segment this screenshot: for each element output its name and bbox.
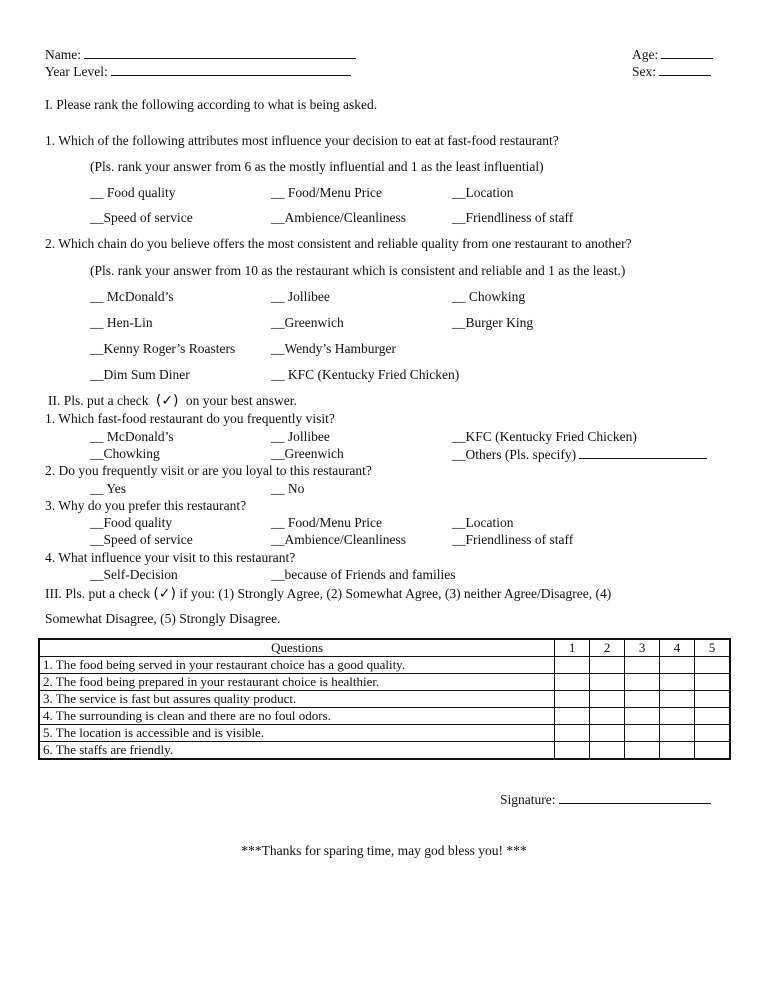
- rating-cell[interactable]: [660, 742, 695, 760]
- option-hen-lin[interactable]: __ Hen-Lin: [90, 315, 153, 330]
- rating-cell[interactable]: [695, 742, 731, 760]
- part1-question-2: 2. Which chain do you believe offers the most consistent and reliable quality from one restaurant to another?: [45, 236, 632, 251]
- rating-cell[interactable]: [590, 742, 625, 760]
- option-chowking[interactable]: __ Chowking: [452, 289, 526, 304]
- check-icon: (✓): [153, 586, 176, 602]
- scale-header-2: 2: [590, 639, 625, 657]
- rating-cell[interactable]: [555, 657, 590, 674]
- rating-cell[interactable]: [590, 674, 625, 691]
- signature-line[interactable]: [559, 791, 711, 804]
- rating-cell[interactable]: [660, 725, 695, 742]
- statement-5: 5. The location is accessible and is visible.: [39, 725, 555, 742]
- sex-label: Sex:: [632, 64, 657, 79]
- visit-option-others[interactable]: [452, 446, 707, 463]
- rating-cell[interactable]: [590, 725, 625, 742]
- scale-header-5: 5: [695, 639, 731, 657]
- option-ambience-cleanliness[interactable]: __Ambience/Cleanliness: [271, 210, 406, 225]
- part2-question-4: 4. What influence your visit to this restaurant?: [45, 550, 296, 565]
- table-row: [39, 674, 730, 691]
- visit-option-kfc[interactable]: __KFC (Kentucky Fried Chicken): [452, 429, 637, 444]
- part2-instruction-end: on your best answer.: [185, 393, 297, 408]
- part2-instruction-start: II. Pls. put a check: [48, 393, 149, 408]
- option-wendys[interactable]: __Wendy’s Hamburger: [271, 341, 397, 356]
- option-burger-king[interactable]: __Burger King: [452, 315, 534, 330]
- rating-cell[interactable]: [590, 708, 625, 725]
- option-food-menu-price[interactable]: __ Food/Menu Price: [271, 185, 382, 200]
- rating-table-header: [39, 639, 730, 657]
- rating-table: [38, 638, 731, 760]
- option-kfc[interactable]: __ KFC (Kentucky Fried Chicken): [271, 367, 460, 382]
- part2-question-3: 3. Why do you prefer this restaurant?: [45, 498, 247, 513]
- thanks-message: ***Thanks for sparing time, may god bless you! ***: [241, 843, 527, 858]
- table-row: [39, 657, 730, 674]
- table-row: [39, 691, 730, 708]
- rating-cell[interactable]: [695, 725, 731, 742]
- part3-instruction: [45, 586, 611, 602]
- questions-header: Questions: [39, 639, 555, 657]
- rating-cell[interactable]: [625, 657, 660, 674]
- rating-cell[interactable]: [625, 674, 660, 691]
- option-dim-sum-diner[interactable]: __Dim Sum Diner: [90, 367, 190, 382]
- prefer-option-speed-of-service[interactable]: __Speed of service: [90, 532, 193, 547]
- rating-cell[interactable]: [625, 742, 660, 760]
- rating-cell[interactable]: [590, 657, 625, 674]
- rating-cell[interactable]: [695, 674, 731, 691]
- option-speed-of-service[interactable]: __Speed of service: [90, 210, 193, 225]
- part2-question-2: 2. Do you frequently visit or are you loyal to this restaurant?: [45, 463, 372, 478]
- visit-option-jollibee[interactable]: __ Jollibee: [271, 429, 330, 444]
- prefer-option-friendliness-of-staff[interactable]: __Friendliness of staff: [452, 532, 574, 547]
- age-label: Age:: [632, 47, 659, 62]
- option-yes[interactable]: __ Yes: [90, 481, 127, 496]
- rating-cell[interactable]: [555, 674, 590, 691]
- rating-cell[interactable]: [555, 691, 590, 708]
- table-row: [39, 742, 730, 760]
- part2-instruction: [48, 393, 297, 409]
- year-level-line[interactable]: [111, 63, 351, 76]
- scale-header-1: 1: [555, 639, 590, 657]
- option-friendliness-of-staff[interactable]: __Friendliness of staff: [452, 210, 574, 225]
- age-line[interactable]: [661, 46, 713, 59]
- rating-cell[interactable]: [625, 708, 660, 725]
- prefer-option-ambience-cleanliness[interactable]: __Ambience/Cleanliness: [271, 532, 406, 547]
- check-icon: (✓): [155, 393, 179, 409]
- part3-instruction-continued: Somewhat Disagree, (5) Strongly Disagree.: [45, 611, 281, 626]
- scale-header-4: 4: [660, 639, 695, 657]
- table-row: [39, 708, 730, 725]
- statement-6: 6. The staffs are friendly.: [39, 742, 555, 760]
- signature-label: Signature:: [500, 792, 556, 807]
- signature-field[interactable]: [500, 791, 711, 808]
- rating-cell[interactable]: [660, 674, 695, 691]
- part3-instruction-start: III. Pls. put a check: [45, 586, 150, 601]
- statement-2: 2. The food being prepared in your restaurant choice is healthier.: [39, 674, 555, 691]
- option-jollibee[interactable]: __ Jollibee: [271, 289, 330, 304]
- option-location[interactable]: __Location: [452, 185, 514, 200]
- name-field[interactable]: [45, 46, 356, 63]
- part1-question-1: 1. Which of the following attributes most influence your decision to eat at fast-food restaurant?: [45, 133, 559, 148]
- rating-cell[interactable]: [660, 691, 695, 708]
- rating-cell[interactable]: [555, 725, 590, 742]
- option-friends-and-families[interactable]: __because of Friends and families: [271, 567, 456, 582]
- option-kenny-rogers[interactable]: __Kenny Roger’s Roasters: [90, 341, 236, 356]
- part1-question-1-note: (Pls. rank your answer from 6 as the mostly influential and 1 as the least influential): [90, 159, 544, 174]
- part1-instruction: I. Please rank the following according to what is being asked.: [45, 97, 378, 112]
- sex-line[interactable]: [659, 63, 711, 76]
- option-food-quality[interactable]: __ Food quality: [90, 185, 176, 200]
- rating-cell[interactable]: [695, 708, 731, 725]
- visit-option-mcdonalds[interactable]: __ McDonald’s: [90, 429, 174, 444]
- rating-cell[interactable]: [625, 691, 660, 708]
- others-specify-line[interactable]: [579, 446, 707, 459]
- statement-1: 1. The food being served in your restaurant choice has a good quality.: [39, 657, 555, 674]
- rating-cell[interactable]: [660, 657, 695, 674]
- name-label: Name:: [45, 47, 81, 62]
- year-level-field[interactable]: [45, 63, 351, 80]
- sex-field[interactable]: [632, 63, 711, 80]
- rating-cell[interactable]: [555, 708, 590, 725]
- visit-option-others-label: __Others (Pls. specify): [452, 447, 577, 462]
- prefer-option-location[interactable]: __Location: [452, 515, 514, 530]
- statement-3: 3. The service is fast but assures quality product.: [39, 691, 555, 708]
- part2-question-1: 1. Which fast-food restaurant do you frequently visit?: [45, 411, 335, 426]
- visit-option-greenwich[interactable]: __Greenwich: [271, 446, 344, 461]
- prefer-option-food-menu-price[interactable]: __ Food/Menu Price: [271, 515, 382, 530]
- year-level-label: Year Level:: [45, 64, 108, 79]
- part3-instruction-end: if you: (1) Strongly Agree, (2) Somewhat Agree, (3) neither Agree/Disagree, (4): [179, 586, 612, 601]
- name-line[interactable]: [84, 46, 356, 59]
- scale-header-3: 3: [625, 639, 660, 657]
- option-no[interactable]: __ No: [271, 481, 305, 496]
- rating-cell[interactable]: [555, 742, 590, 760]
- option-self-decision[interactable]: __Self-Decision: [90, 567, 178, 582]
- option-greenwich[interactable]: __Greenwich: [271, 315, 344, 330]
- statement-4: 4. The surrounding is clean and there are no foul odors.: [39, 708, 555, 725]
- rating-cell[interactable]: [695, 657, 731, 674]
- table-row: [39, 725, 730, 742]
- option-mcdonalds[interactable]: __ McDonald’s: [90, 289, 174, 304]
- rating-cell[interactable]: [590, 691, 625, 708]
- rating-cell[interactable]: [660, 708, 695, 725]
- part1-question-2-note: (Pls. rank your answer from 10 as the restaurant which is consistent and reliable and 1 as the least.): [90, 263, 626, 278]
- age-field[interactable]: [632, 46, 713, 63]
- rating-cell[interactable]: [695, 691, 731, 708]
- prefer-option-food-quality[interactable]: __Food quality: [90, 515, 173, 530]
- rating-cell[interactable]: [625, 725, 660, 742]
- visit-option-chowking[interactable]: __Chowking: [90, 446, 160, 461]
